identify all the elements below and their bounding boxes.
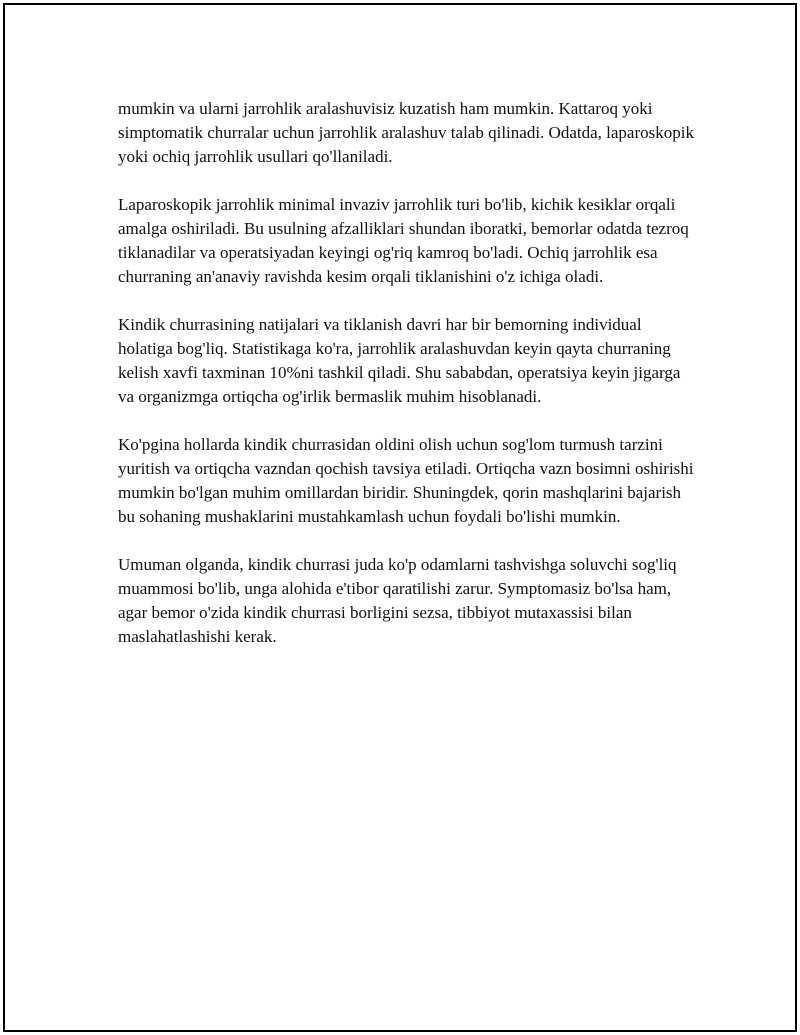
paragraph-3: Kindik churrasining natijalari va tiklanish davri har bir bemorning individual holatiga bog'liq. Statistikaga ko'ra, jarrohlik aralashuvdan keyin qayta churraning kelish xavfi taxminan 10%ni tashkil qiladi. Shu sababdan, operatsiya keyin jigarga va organizmga ortiqcha og'irlik bermaslik muhim hisoblanadi. [118, 315, 681, 406]
paragraph-2: Laparoskopik jarrohlik minimal invaziv jarrohlik turi bo'lib, kichik kesiklar orqali amalga oshiriladi. Bu usulning afzalliklari shundan iboratki, bemorlar odatda tezroq tiklanadilar va operatsiyadan keyingi og'riq kamroq bo'ladi. Ochiq jarrohlik esa churraning an'anaviy ravishda kesim orqali tiklanishini o'z ichiga oladi. [118, 195, 689, 286]
paragraph-4: Ko'pgina hollarda kindik churrasidan oldini olish uchun sog'lom turmush tarzini yuritish va ortiqcha vazndan qochish tavsiya etiladi. Ortiqcha vazn bosimni oshirishi mumkin bo'lgan muhim omillardan biridir. Shuningdek, qorin mashqlarini bajarish bu sohaning mushaklarini mustahkamlash uchun foydali bo'lishi mumkin. [118, 435, 694, 526]
paragraph-5: Umuman olganda, kindik churrasi juda ko'p odamlarni tashvishga soluvchi sog'liq muammosi bo'lib, unga alohida e'tibor qaratilishi zarur. Symptomasiz bo'lsa ham, agar bemor o'zida kindik churrasi borligini sezsa, tibbiyot mutaxassisi bilan maslahatlashishi kerak. [118, 555, 677, 646]
page-frame [3, 3, 797, 1032]
paragraph-1: mumkin va ularni jarrohlik aralashuvisiz kuzatish ham mumkin. Kattaroq yoki simptomatik churralar uchun jarrohlik aralashuv talab qilinadi. Odatda, laparoskopik yoki ochiq jarrohlik usullari qo'llaniladi. [118, 99, 694, 166]
document-body [118, 97, 698, 673]
